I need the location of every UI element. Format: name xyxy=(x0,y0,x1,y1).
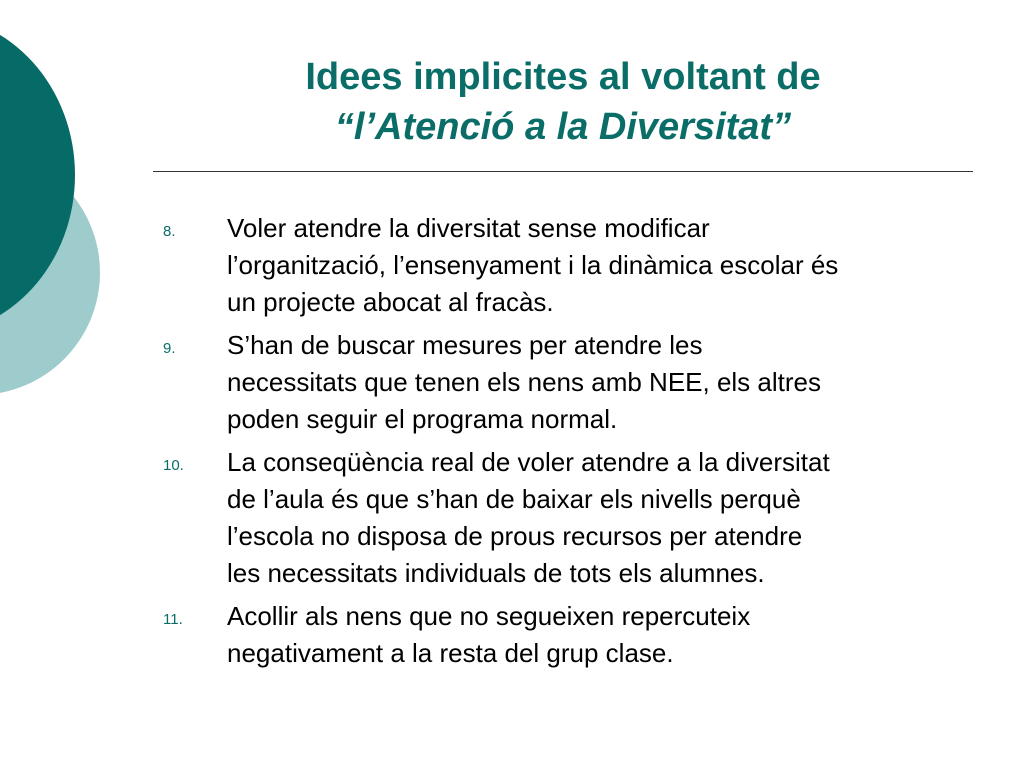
list-number: 11. xyxy=(163,611,183,628)
slide-title xyxy=(153,52,973,152)
title-divider xyxy=(153,171,973,172)
list-item-text-line: S’han de buscar mesures per atendre les xyxy=(227,330,703,360)
list-number: 8. xyxy=(163,223,176,240)
list-item-text-line: negativament a la resta del grup clase. xyxy=(227,638,674,668)
list-item-text-line: de l’aula és que s’han de baixar els nivells perquè xyxy=(227,484,801,514)
list-item-10 xyxy=(163,444,983,592)
list-item-8 xyxy=(163,210,983,321)
list-item-text-line: La conseqüència real de voler atendre a la diversitat xyxy=(227,447,830,477)
list-item-text-line: les necessitats individuals de tots els alumnes. xyxy=(227,558,765,588)
title-line-1: Idees implicites al voltant de xyxy=(305,56,821,98)
numbered-list xyxy=(163,210,983,678)
list-item-text-line: Voler atendre la diversitat sense modificar xyxy=(227,213,710,243)
list-item-9 xyxy=(163,327,983,438)
list-number: 9. xyxy=(163,340,176,357)
list-item-text-line: poden seguir el programa normal. xyxy=(227,404,618,434)
list-item-text-line: necessitats que tenen els nens amb NEE, els altres xyxy=(227,367,821,397)
list-item-text-line: un projecte abocat al fracàs. xyxy=(227,287,554,317)
list-number: 10. xyxy=(163,457,184,474)
list-item-text-line: Acollir als nens que no segueixen repercuteix xyxy=(227,601,751,631)
list-item-text-line: l’organització, l’ensenyament i la dinàmica escolar és xyxy=(227,250,839,280)
list-item-text-line: l’escola no disposa de prous recursos per atendre xyxy=(227,521,803,551)
list-item-11 xyxy=(163,598,983,672)
title-line-2: “l’Atenció a la Diversitat” xyxy=(334,106,792,148)
